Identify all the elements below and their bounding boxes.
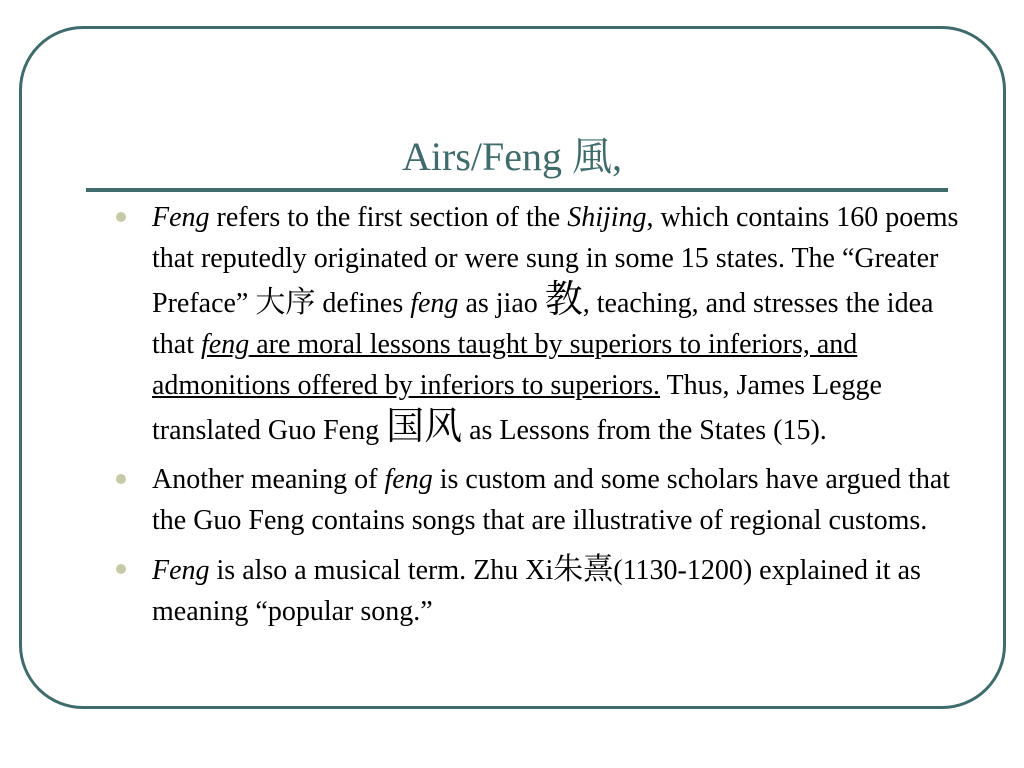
bullet-item-3 [152,549,962,632]
bullet-dot-icon [116,564,126,574]
chinese-daxu: 大序 [255,285,316,320]
text-run: Another meaning of [152,464,385,495]
text-run: , which contains 160 poems that reputedly originated or were sung in some 15 states. The “Greater Preface” [152,202,959,319]
text-run: defines [315,288,411,319]
text-run: Thus, James Legge translated Guo Feng [152,370,882,446]
title-divider [86,188,948,192]
text-run: (1130-1200) explained it as meaning “popular song.” [152,555,921,627]
text-run: , teaching, and stresses the idea that [152,288,934,360]
chinese-jiao: 教 [544,277,583,321]
chinese-guofeng: 国风 [386,404,463,448]
bullet-dot-icon [116,474,126,484]
term-feng: feng [201,329,250,360]
bullet-item-1 [152,197,962,451]
chinese-zhuxi: 朱熹 [553,552,614,587]
term-feng: Feng [152,202,210,233]
bullet-item-2 [152,459,962,541]
bullet-dot-icon [116,212,126,222]
slide-title: Airs/Feng 風, [402,134,622,179]
term-feng: feng [410,288,459,319]
underlined-text: are moral lessons taught by superiors to inferiors, and admonitions offered by inferiors to superiors. [152,329,858,401]
text-run: as jiao [458,288,545,319]
bullet-list [152,197,962,632]
term-feng: Feng [152,555,210,586]
text-run: is also a musical term. Zhu Xi [209,555,554,586]
text-run: as Lessons from the States (15). [462,415,827,446]
term-shijing: Shijing [567,202,647,233]
text-run: refers to the first section of the [209,202,568,233]
term-feng: feng [384,464,433,495]
text-run: is custom and some scholars have argued that the Guo Feng contains songs that are illustrative of regional customs. [152,464,951,536]
